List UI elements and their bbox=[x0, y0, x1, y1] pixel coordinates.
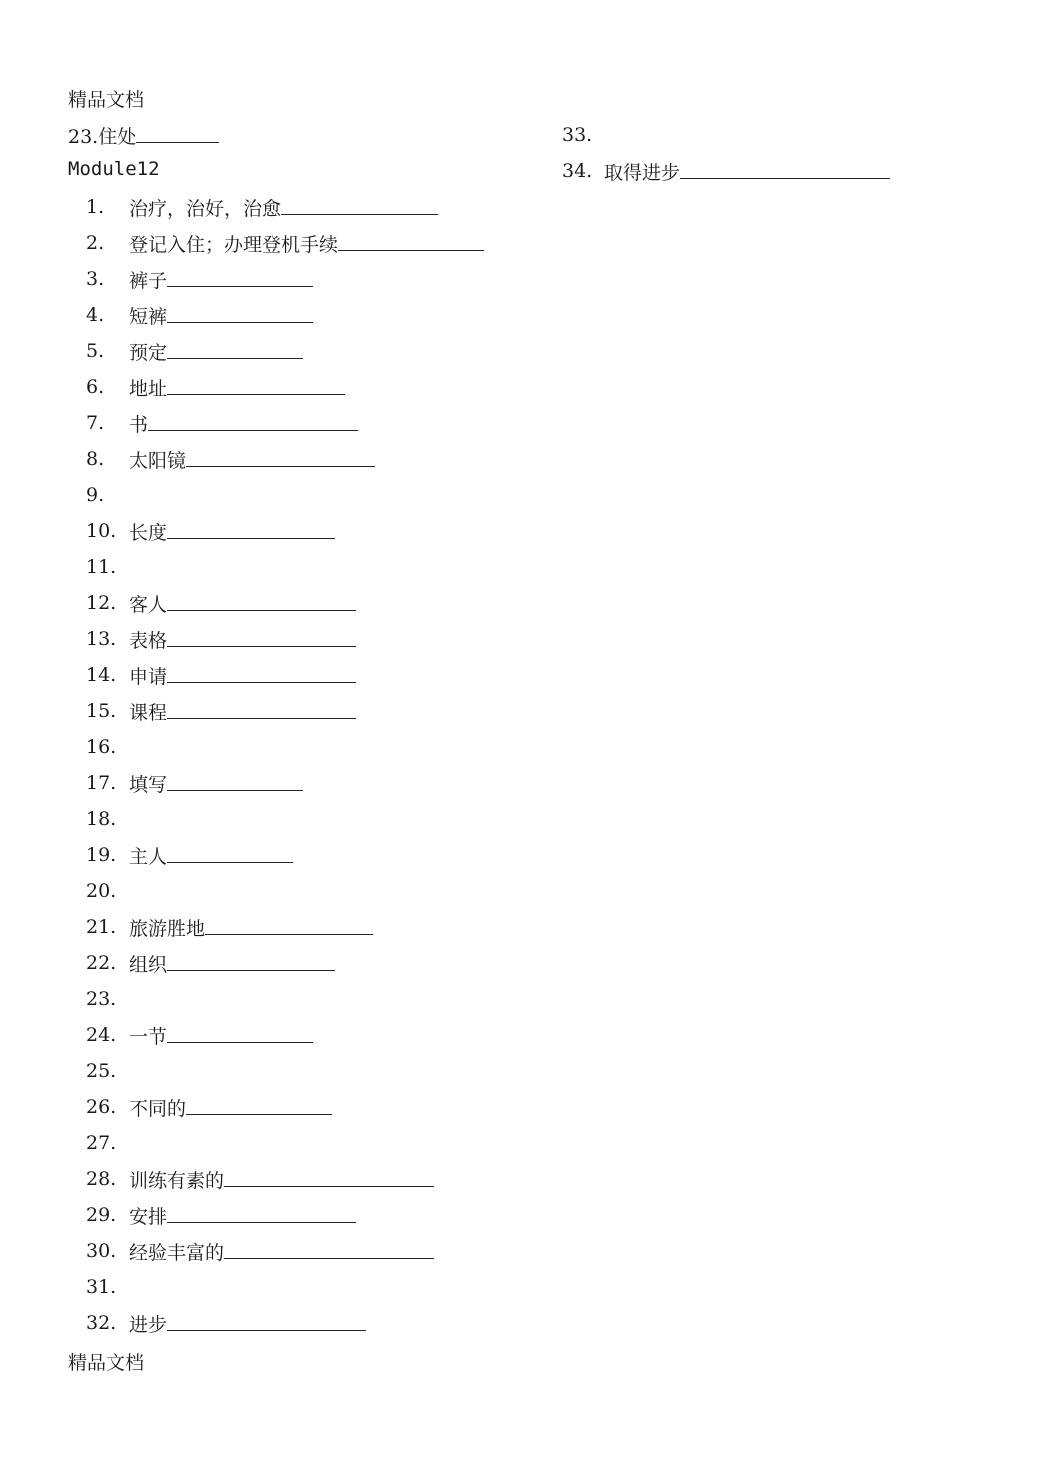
answer-blank[interactable] bbox=[186, 1094, 332, 1115]
item-label: 治疗，治好，治愈 bbox=[129, 198, 282, 220]
item-label: 组织 bbox=[129, 954, 168, 976]
item-number: 23. bbox=[86, 988, 117, 1010]
answer-blank[interactable] bbox=[167, 266, 313, 287]
answer-blank[interactable] bbox=[167, 1310, 366, 1331]
answer-blank[interactable] bbox=[148, 410, 358, 431]
answer-blank[interactable] bbox=[167, 518, 335, 539]
answer-blank[interactable] bbox=[167, 374, 345, 395]
item-number: 8. bbox=[86, 448, 105, 470]
item-label: 书 bbox=[129, 414, 149, 436]
item-label: 客人 bbox=[129, 594, 168, 616]
item-label: 课程 bbox=[129, 702, 168, 724]
item-number: 5. bbox=[86, 340, 105, 362]
item-number: 10. bbox=[86, 520, 117, 542]
item-number: 19. bbox=[86, 844, 117, 866]
item-number: 21. bbox=[86, 916, 117, 938]
item-number: 9. bbox=[86, 484, 105, 506]
item-label: 长度 bbox=[129, 522, 168, 544]
item-label: 一节 bbox=[129, 1026, 168, 1048]
answer-blank[interactable] bbox=[167, 842, 293, 863]
answer-blank[interactable] bbox=[167, 338, 303, 359]
answer-blank[interactable] bbox=[167, 950, 335, 971]
answer-blank[interactable] bbox=[338, 230, 484, 251]
module-title: Module12 bbox=[68, 158, 160, 180]
answer-blank[interactable] bbox=[167, 770, 303, 791]
item-number: 3. bbox=[86, 268, 105, 290]
item-label: 进步 bbox=[129, 1314, 168, 1336]
item-number: 11. bbox=[86, 556, 117, 578]
answer-blank[interactable] bbox=[167, 1022, 313, 1043]
answer-blank[interactable] bbox=[224, 1238, 434, 1259]
item-number: 15. bbox=[86, 700, 117, 722]
answer-blank[interactable] bbox=[167, 626, 356, 647]
answer-blank[interactable] bbox=[167, 698, 356, 719]
item-number: 14. bbox=[86, 664, 117, 686]
item-label: 预定 bbox=[129, 342, 168, 364]
item-number: 25. bbox=[86, 1060, 117, 1082]
item-number: 33. bbox=[562, 124, 593, 146]
item-label: 训练有素的 bbox=[129, 1170, 225, 1192]
item-label: 表格 bbox=[129, 630, 168, 652]
item-label: 地址 bbox=[129, 378, 168, 400]
residence-item bbox=[68, 122, 219, 150]
answer-blank[interactable] bbox=[167, 302, 313, 323]
item-number: 12. bbox=[86, 592, 117, 614]
item-number: 27. bbox=[86, 1132, 117, 1154]
item-label: 主人 bbox=[129, 846, 168, 868]
answer-blank[interactable] bbox=[680, 158, 890, 179]
item-number: 2. bbox=[86, 232, 105, 254]
item-number: 17. bbox=[86, 772, 117, 794]
item-number: 30. bbox=[86, 1240, 117, 1262]
answer-blank[interactable] bbox=[167, 662, 356, 683]
item-number: 4. bbox=[86, 304, 105, 326]
item-label: 安排 bbox=[129, 1206, 168, 1228]
item-label: 23.住处 bbox=[68, 126, 137, 148]
item-number: 16. bbox=[86, 736, 117, 758]
item-number: 26. bbox=[86, 1096, 117, 1118]
item-label: 申请 bbox=[129, 666, 168, 688]
item-number: 18. bbox=[86, 808, 117, 830]
item-label: 旅游胜地 bbox=[129, 918, 206, 940]
item-number: 7. bbox=[86, 412, 105, 434]
answer-blank[interactable] bbox=[167, 1202, 356, 1223]
item-number: 28. bbox=[86, 1168, 117, 1190]
item-label: 短裤 bbox=[129, 306, 168, 328]
item-label: 取得进步 bbox=[604, 162, 681, 184]
item-label: 裤子 bbox=[129, 270, 168, 292]
item-number: 29. bbox=[86, 1204, 117, 1226]
answer-blank[interactable] bbox=[167, 590, 356, 611]
answer-blank[interactable] bbox=[136, 122, 219, 143]
item-number: 31. bbox=[86, 1276, 117, 1298]
item-number: 6. bbox=[86, 376, 105, 398]
item-number: 20. bbox=[86, 880, 117, 902]
item-label: 填写 bbox=[129, 774, 168, 796]
item-number: 22. bbox=[86, 952, 117, 974]
item-number: 32. bbox=[86, 1312, 117, 1334]
item-label: 太阳镜 bbox=[129, 450, 187, 472]
item-label: 经验丰富的 bbox=[129, 1242, 225, 1264]
item-number: 34. bbox=[562, 160, 593, 182]
item-number: 24. bbox=[86, 1024, 117, 1046]
answer-blank[interactable] bbox=[186, 446, 375, 467]
item-label: 不同的 bbox=[129, 1098, 187, 1120]
answer-blank[interactable] bbox=[205, 914, 373, 935]
footer-watermark: 精品文档 bbox=[68, 1352, 145, 1374]
header-watermark: 精品文档 bbox=[68, 89, 145, 111]
item-label: 登记入住；办理登机手续 bbox=[129, 234, 339, 256]
item-number: 1. bbox=[86, 196, 105, 218]
answer-blank[interactable] bbox=[224, 1166, 434, 1187]
item-number: 13. bbox=[86, 628, 117, 650]
answer-blank[interactable] bbox=[281, 194, 438, 215]
